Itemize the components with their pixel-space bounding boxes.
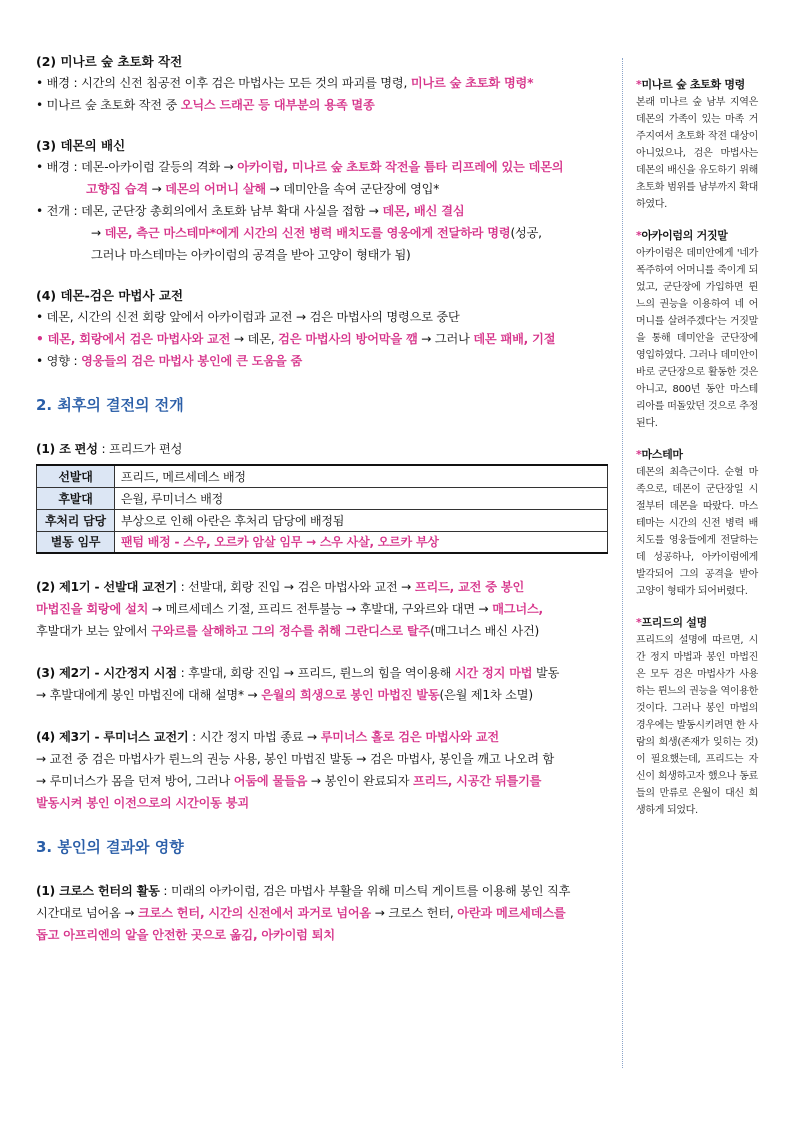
table-value: 부상으로 인해 아란은 후처리 담당에 배정됨 — [115, 509, 608, 531]
paragraph: (2) 제1기 - 선발대 교전기 : 선발대, 회랑 진입 → 검은 마법사와 교전 → 프리드, 교전 중 봉인 — [36, 580, 525, 594]
table-key: 선발대 — [37, 465, 115, 487]
note-title: *마스테마 — [636, 448, 683, 461]
bullet: • 배경 : 데몬-아카이럼 갈등의 격화 → 아카이럼, 미나르 숲 초토화 작전을 틈타 리프레에 있는 데몬의 — [36, 160, 564, 174]
note-body: 본래 미나르 숲 남부 지역은 데몬의 가족이 있는 마족 거주지여서 초토화 작전 대상이 아니었으나, 검은 마법사는 데몬의 배신을 유도하기 위해 초토화 범위를 남부까지 확대하였다. — [636, 97, 758, 210]
section-cross-hunter — [36, 880, 610, 946]
paragraph-line: 시간대로 넘어옴 → 크로스 헌터, 시간의 신전에서 과거로 넘어옴 → 크로스 헌터, 아란과 메르세데스를 — [36, 906, 566, 920]
note-title: *프리드의 설명 — [636, 616, 707, 629]
note-mastema — [636, 446, 758, 600]
table-key: 별동 임무 — [37, 531, 115, 553]
note-body: 아카이럼은 데미안에게 '네가 폭주하여 어머니를 죽이게 되었고, 군단장에 가입하면 륀느의 권능을 이용하여 네 어머니를 살려주겠다'는 거짓말을 통해 데미안을 군단장에 영입하였다. 그러나 데미안이 바로 군단장으로 활동한 것은 아니고, 800년 동안 마스테리아를 떠돌았던 것으로 추정된다. — [636, 248, 758, 429]
paragraph-line: → 루미너스가 몸을 던져 방어, 그러나 어둠에 물들음 → 봉인이 완료되자 프리드, 시공간 뒤틀기를 — [36, 774, 542, 788]
paragraph-line: 후발대가 보는 앞에서 구와르를 살해하고 그의 정수를 취해 그란디스로 탈주(매그너스 배신 사건) — [36, 624, 540, 638]
bullet-continuation: 고향집 습격 → 데몬의 어머니 살해 → 데미안을 속여 군단장에 영입* — [86, 182, 440, 196]
section-minar-forest — [36, 52, 610, 116]
table-value: 팬텀 배정 - 스우, 오르카 암살 임무 → 스우 사살, 오르카 부상 — [115, 531, 608, 553]
paragraph: (4) 제3기 - 루미너스 교전기 : 시간 정지 마법 종료 → 루미너스 홀로 검은 마법사와 교전 — [36, 730, 499, 744]
note-minar — [636, 76, 758, 213]
bullet: • 배경 : 시간의 신전 침공전 이후 검은 마법사는 모든 것의 파괴를 명령, 미나르 숲 초토화 명령* — [36, 76, 534, 90]
table-row — [37, 509, 608, 531]
section-phase-1 — [36, 576, 610, 642]
bullet: • 데몬, 회랑에서 검은 마법사와 교전 → 데몬, 검은 마법사의 방어막을 깸 → 그러나 데몬 패배, 기절 — [36, 332, 556, 346]
table-value: 프리드, 메르세데스 배정 — [115, 465, 608, 487]
note-arkarium-lie — [636, 227, 758, 432]
table-key: 후처리 담당 — [37, 509, 115, 531]
bullet-continuation: → 데몬, 측근 마스테마*에게 시간의 신전 병력 배치도를 영웅에게 전달하라 명령(성공, — [91, 226, 542, 240]
table-row — [37, 465, 608, 487]
bullet: • 영향 : 영웅들의 검은 마법사 봉인에 큰 도움을 줌 — [36, 354, 303, 368]
sidebar-notes — [636, 76, 758, 833]
paragraph: (3) 제2기 - 시간정지 시점 : 후발대, 회랑 진입 → 프리드, 륀느의 힘을 역이용해 시간 정지 마법 발동 — [36, 666, 560, 680]
paragraph-line: 발동시켜 봉인 이전으로의 시간이동 붕괴 — [36, 796, 249, 810]
section-team — [36, 438, 610, 554]
bullet: • 미나르 숲 초토화 작전 중 오닉스 드래곤 등 대부분의 용족 멸종 — [36, 98, 375, 112]
table-row — [37, 487, 608, 509]
table-key: 후발대 — [37, 487, 115, 509]
heading-seal-results: 3. 봉인의 결과와 영향 — [36, 838, 184, 856]
section-title: (3) 데몬의 배신 — [36, 138, 126, 153]
section-demon-betrayal — [36, 136, 610, 266]
note-title: *미나르 숲 초토화 명령 — [636, 78, 745, 91]
table-value: 은월, 루미너스 배정 — [115, 487, 608, 509]
paragraph-line: 마법진을 회랑에 설치 → 메르세데스 기절, 프리드 전투불능 → 후발대, 구와르와 대면 → 매그너스, — [36, 602, 543, 616]
column-divider — [622, 58, 623, 1068]
main-column — [36, 52, 610, 946]
paragraph-line: 돕고 아프리엔의 알을 안전한 곳으로 옮김, 아카이럼 퇴치 — [36, 928, 335, 942]
bullet-continuation: 그러나 마스테마는 아카이럼의 공격을 받아 고양이 형태가 됨) — [91, 248, 411, 262]
section-title: (4) 데몬-검은 마법사 교전 — [36, 288, 184, 303]
note-body: 데몬의 최측근이다. 순혈 마족으로, 데몬이 군단장일 시절부터 데몬을 따랐다. 마스테마는 시간의 신전 병력 배치도를 영웅들에게 전달하는 데 성공하나, 아카이럼에게 발각되어 그의 공격을 받아 고양이 형태가 되어버렸다. — [636, 467, 758, 597]
paragraph-line: → 교전 중 검은 마법사가 륀느의 권능 사용, 봉인 마법진 발동 → 검은 마법사, 봉인을 깨고 나오려 함 — [36, 752, 555, 766]
bullet: • 데몬, 시간의 신전 회랑 앞에서 아카이럼과 교전 → 검은 마법사의 명령으로 중단 — [36, 310, 460, 324]
bullet: • 전개 : 데몬, 군단장 총회의에서 초토화 남부 확대 사실을 접함 → 데몬, 배신 결심 — [36, 204, 465, 218]
section-title: (2) 미나르 숲 초토화 작전 — [36, 54, 183, 69]
section-phase-3 — [36, 726, 610, 814]
team-table — [36, 464, 608, 554]
section-demon-battle — [36, 286, 610, 372]
heading-final-battle: 2. 최후의 결전의 전개 — [36, 396, 184, 414]
table-row — [37, 531, 608, 553]
paragraph-line: → 후발대에게 봉인 마법진에 대해 설명* → 은월의 희생으로 봉인 마법진 발동(은월 제1차 소멸) — [36, 688, 533, 702]
note-body: 프리드의 설명에 따르면, 시간 정지 마법과 봉인 마법진은 모두 검은 마법사가 사용하는 륀느의 권능을 역이용한 것이다. 그러나 봉인 마법의 경우에는 발동시키려면 한 사람의 희생(존재가 잊히는 것)이 필요했는데, 프리드는 자신이 희생하고자 했으나 동료들의 만류로 은월이 대신 희생하게 되었다. — [636, 635, 758, 816]
section-title: (1) 조 편성 : 프리드가 편성 — [36, 442, 183, 456]
note-title: *아카이럼의 거짓말 — [636, 229, 728, 242]
section-phase-2 — [36, 662, 610, 706]
paragraph: (1) 크로스 헌터의 활동 : 미래의 아카이럼, 검은 마법사 부활을 위해 미스틱 게이트를 이용해 봉인 직후 — [36, 884, 571, 898]
note-freud-explanation — [636, 614, 758, 819]
